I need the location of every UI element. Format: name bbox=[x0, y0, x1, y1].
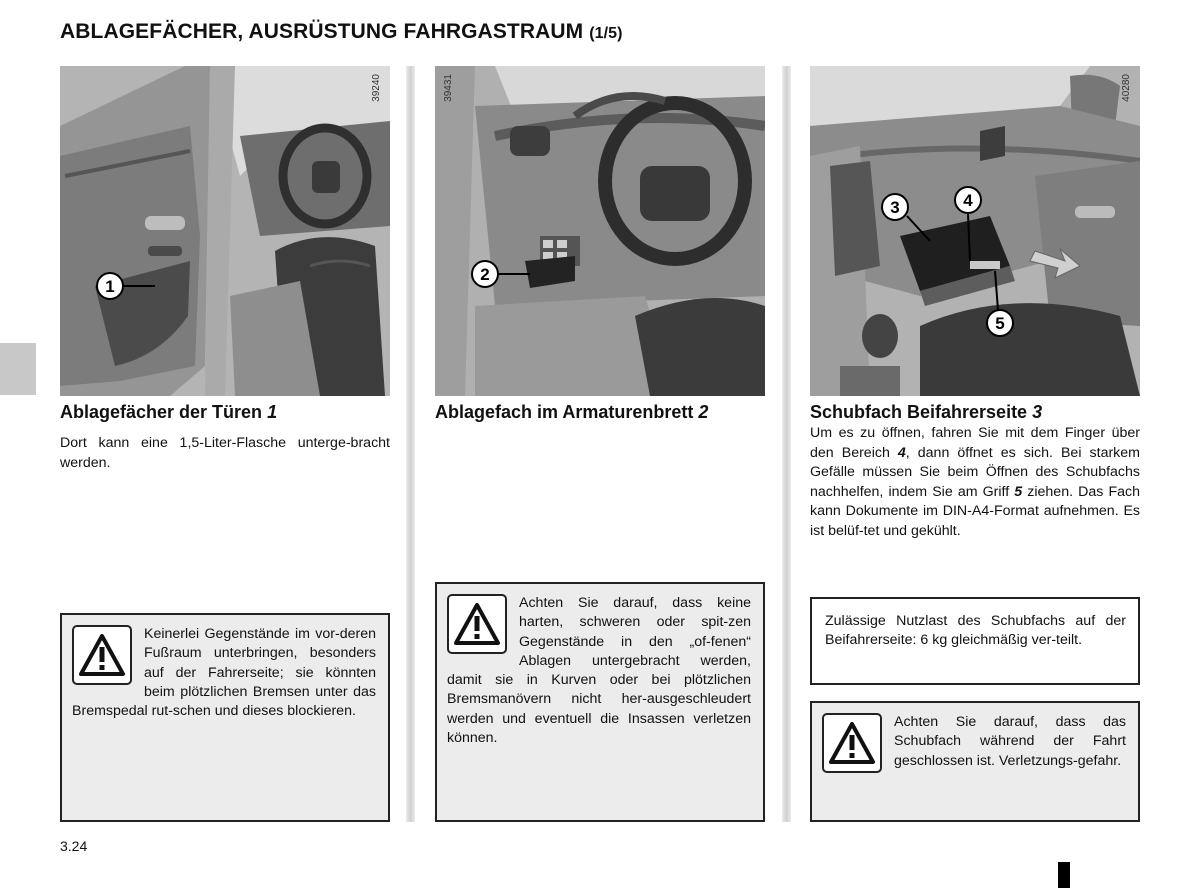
warning-box-drawer-closed bbox=[810, 701, 1140, 822]
warning-triangle-icon bbox=[822, 713, 882, 773]
warning-text: Achten Sie darauf, dass das Schubfach während der Fahrt geschlossen ist. Verletzungs-gefahr. bbox=[894, 714, 1126, 769]
door-storage-photo bbox=[60, 66, 390, 396]
warning-box-open-storage bbox=[435, 582, 765, 822]
image-code: 39240 bbox=[371, 74, 382, 102]
end-of-page-mark bbox=[1058, 862, 1070, 888]
column-divider bbox=[406, 66, 415, 822]
door-storage-text: Dort kann eine 1,5-Liter-Flasche unterge-bracht werden. bbox=[60, 435, 390, 471]
info-text: Zulässige Nutzlast des Schubfachs auf der Beifahrerseite: 6 kg gleichmäßig ver-teilt. bbox=[825, 613, 1126, 649]
info-box-payload bbox=[810, 597, 1140, 685]
callout-5: 5 bbox=[995, 314, 1005, 333]
heading-passenger-drawer: Schubfach Beifahrerseite 3 bbox=[810, 402, 1043, 422]
warning-triangle-icon bbox=[72, 625, 132, 685]
callout-3: 3 bbox=[890, 198, 900, 217]
dashboard-storage-photo bbox=[435, 66, 765, 396]
page-title-suffix: (1/5) bbox=[589, 25, 623, 42]
warning-text: Achten Sie darauf, dass keine harten, schweren oder spit-zen Gegenstände in den „of-fenen“ Ablagen untergebracht werden, damit sie in Kurven oder bei plötzlichen Bremsmanövern nicht her-ausgeschleudert werden und eventuell die Insassen verletzen können. bbox=[447, 595, 751, 747]
callout-2: 2 bbox=[480, 265, 490, 284]
passenger-drawer-photo bbox=[810, 66, 1140, 396]
image-code: 39431 bbox=[443, 74, 454, 102]
heading-dashboard-storage: Ablagefach im Armaturenbrett 2 bbox=[435, 402, 709, 422]
page-number: 3.24 bbox=[60, 838, 88, 854]
image-code: 40280 bbox=[1121, 74, 1132, 102]
column-divider bbox=[782, 66, 791, 822]
heading-door-storage: Ablagefächer der Türen 1 bbox=[60, 402, 278, 422]
warning-text: Keinerlei Gegenstände im vor-deren Fußraum unterbringen, besonders auf der Fahrerseite; sie könnten beim plötzlichen Bremsen unter das Bremspedal rut-schen und dieses blockieren. bbox=[72, 626, 376, 720]
page-title: ABLAGEFÄCHER, AUSRÜSTUNG FAHRGASTRAUM (1/5) bbox=[60, 20, 623, 43]
callout-4: 4 bbox=[963, 191, 973, 210]
warning-box-footwell bbox=[60, 613, 390, 822]
passenger-drawer-text: Um es zu öffnen, fahren Sie mit dem Finger über den Bereich 4, dann öffnet es sich. Bei starkem Gefälle müssen Sie beim Öffnen des Schubfachs nachhelfen, indem Sie am Griff 5 ziehen. Das Fach kann Dokumente im DIN-A4-Format aufnehmen. Es ist belüf-tet und gekühlt. bbox=[810, 425, 1140, 539]
chapter-tab bbox=[0, 343, 36, 395]
warning-triangle-icon bbox=[447, 594, 507, 654]
callout-1: 1 bbox=[105, 277, 115, 296]
